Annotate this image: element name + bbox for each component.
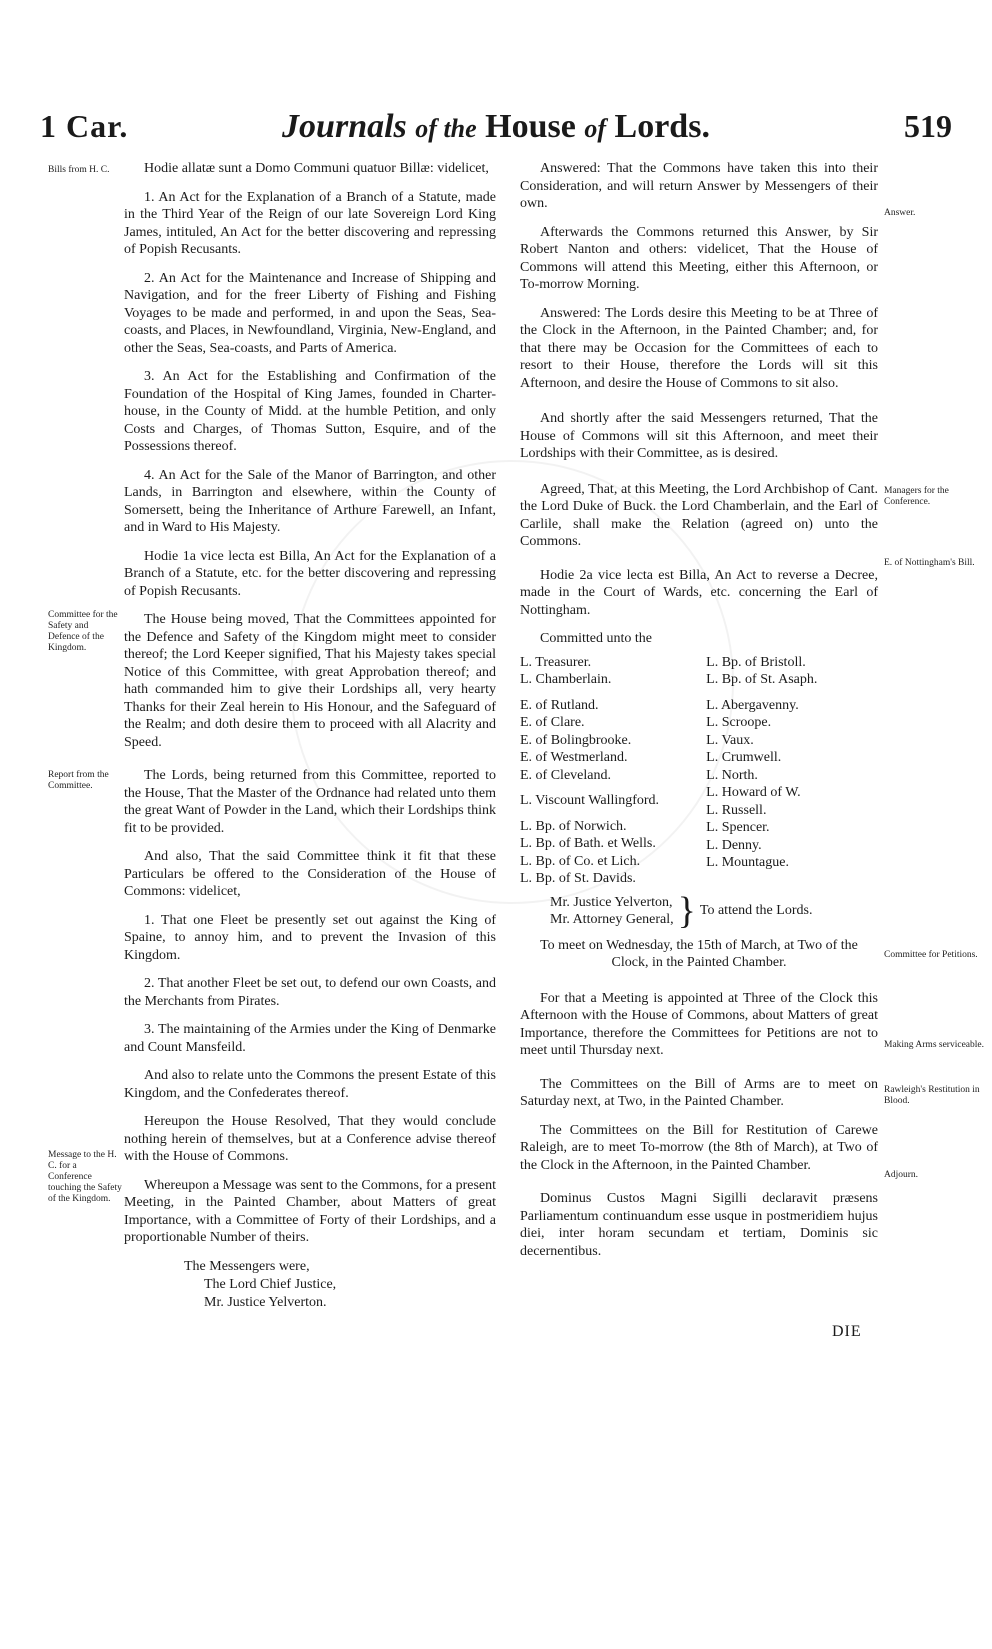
paragraph: The Committees on the Bill of Arms are to meet on Saturday next, at Two, in the Painted Chamber.: [520, 1076, 878, 1109]
list-item: L. Treasurer.: [520, 654, 592, 670]
paragraph: For that a Meeting is appointed at Three of the Clock this Afternoon with the House of Commons, about Matters of great Importance, therefore the Committees for Petitions are not to meet until Thursday next.: [520, 990, 878, 1058]
paragraph: The House being moved, That the Committees appointed for the Defence and Safety of the Kingdom might meet to consider thereof; the Lord Keeper signified, That his Majesty takes special Notice of this Committee, with great Approbation thereof; and hath commanded him to give their Lordships all, very hearty Thanks for their Zeal herein to His Honour, and the Safeguard of the Realm; and doth desire them to proceed with all Alacrity and Speed.: [124, 612, 496, 750]
list-item: L. Howard of W.: [706, 785, 801, 800]
messengers: [184, 1258, 496, 1312]
paragraph: Dominus Custos Magni Sigilli declaravit præsens Parliamentum continuandum esse usque in postmeridiem hujus diei, inter horam secundam et tertiam, Dominis sic decernentibus.: [520, 1191, 878, 1259]
paragraph: Answered: That the Commons have taken this into their Consideration, and will return Answer by Messengers of their own.: [520, 161, 878, 211]
margin-note-managers: Managers for the Conference.: [884, 486, 949, 507]
list-item: L. Mountague.: [706, 855, 789, 870]
paragraph: 3. An Act for the Establishing and Confirmation of the Foundation of the Hospital of King James, founded in Charter-house, in the County of Midd. at the humble Petition, and only Costs and Charges, of Thomas Sutton, Esquire, and of the Possessions thereof.: [124, 369, 496, 454]
paragraph: 2. An Act for the Maintenance and Increase of Shipping and Navigation, and for the freer Liberty of Fishing and Fishing Voyages to be made and performed, in and upon the Seas, Sea-coasts, and Places, in Newfoundland, Virginia, New-England, and other the Seas, Sea-coasts, and Parts of America.: [124, 270, 496, 356]
paragraph: The Lords, being returned from this Committee, reported to the House, That the Master of the Ordnance had related unto them the great Want of Powder in the Land, which their Lordships think fit to be provided.: [124, 768, 496, 836]
list-item: L. Spencer.: [706, 820, 770, 835]
paragraph: 3. The maintaining of the Armies under the King of Denmarke and Count Mansfeild.: [124, 1022, 496, 1055]
list-item: E. of Bolingbrooke.: [520, 732, 632, 748]
list-gap: [520, 784, 692, 792]
paragraph: Hodie allatæ sunt a Domo Communi quatuor Billæ: videlicet,: [144, 161, 489, 176]
list-item: L. Chamberlain.: [520, 672, 612, 687]
attend-name: Mr. Attorney General,: [550, 912, 674, 927]
paragraph: Afterwards the Commons returned this Answer, by Sir Robert Nanton and others: videlicet, That the House of Commons will attend this Meeting, either this Afternoon, or To-morrow Morning.: [520, 224, 878, 292]
title-journals: Journals: [282, 108, 407, 145]
list-item: L. Bp. of Bath. et Wells.: [520, 836, 656, 851]
list-item: E. of Rutland.: [520, 697, 599, 713]
margin-note-message: Message to the H. C. for a Conference touching the Safety of the Kingdom.: [48, 1150, 122, 1204]
margin-note-answer: Answer.: [884, 208, 916, 218]
paragraph: 1. An Act for the Explanation of a Branch of a Statute, made in the Third Year of the Reign of our late Sovereign Lord King James, intituled, An Act for the better discovering and repressing of Popish Recusants.: [124, 189, 496, 257]
page-number: 519: [904, 108, 952, 144]
right-column: [520, 160, 878, 1271]
meeting-notice: To meet on Wednesday, the 15th of March, at Two of the Clock, in the Painted Chamber.: [540, 937, 858, 970]
paragraph: And shortly after the said Messengers returned, That the House of Commons will sit this Afternoon, and meet their Lordships with their Committee, as is desired.: [520, 411, 878, 461]
list-item: L. Russell.: [706, 802, 767, 818]
list-item: L. Bp. of Norwich.: [520, 818, 627, 834]
page-title: [0, 108, 992, 146]
paragraph: Hodie 1a vice lecta est Billa, An Act for the Explanation of a Branch of a Statute, etc. for the better discovering and repressing of Popish Recusants.: [124, 548, 496, 599]
margin-note-adjourn: Adjourn.: [884, 1170, 919, 1180]
messenger: The Lord Chief Justice,: [204, 1276, 337, 1292]
paragraph: And also, That the said Committee think it fit that these Particulars be offered to the Consideration of the House of Commons: videlicet,: [124, 849, 496, 899]
paragraph: Hodie 2a vice lecta est Billa, An Act to reverse a Decree, made in the Court of Wards, etc. concerning the Earl of Nottingham.: [520, 567, 878, 618]
list-item: E. of Westmerland.: [520, 750, 628, 765]
paragraph: Agreed, That, at this Meeting, the Lord Archbishop of Cant. the Lord Duke of Buck. the Lord Chamberlain, and the Earl of Carlile, shall make the Relation (agreed on) unto the Commons.: [520, 481, 878, 549]
list-item: L. Bp. of St. Davids.: [520, 871, 636, 886]
header-reign: 1 Car.: [40, 108, 129, 144]
paragraph: And also to relate unto the Commons the present Estate of this Kingdom, and the Confederates thereof.: [124, 1068, 496, 1101]
list-item: L. Bp. of Co. et Lich.: [520, 853, 641, 869]
catchword: DIE: [832, 1323, 862, 1340]
list-item: L. Viscount Wallingford.: [520, 793, 660, 808]
attend-name: Mr. Justice Yelverton,: [550, 894, 673, 910]
margin-note-bills: Bills from H. C.: [48, 165, 110, 175]
brace: }: [677, 890, 696, 932]
messenger: Mr. Justice Yelverton.: [204, 1294, 327, 1310]
paragraph: Hereupon the House Resolved, That they would conclude nothing herein of themselves, but at a Conference advise thereof with the House of Commons.: [124, 1114, 496, 1164]
list-item: L. Denny.: [706, 837, 762, 853]
list-item: L. Bp. of Bristoll.: [706, 654, 806, 670]
committed-heading: Committed unto the: [540, 631, 652, 646]
title-house: House: [485, 108, 576, 145]
list-item: L. Crumwell.: [706, 750, 782, 765]
margin-note-arms: Making Arms serviceable.: [884, 1040, 984, 1050]
title-of-the: of the: [415, 114, 477, 143]
list-item: L. Abergavenny.: [706, 697, 799, 713]
paragraph: 2. That another Fleet be set out, to defend our own Coasts, and the Merchants from Pirates.: [124, 976, 496, 1009]
list-item: L. Scroope.: [706, 715, 772, 730]
list-item: L. North.: [706, 767, 758, 783]
attend-names: [550, 894, 674, 929]
list-item: L. Vaux.: [706, 732, 754, 748]
messengers-intro: The Messengers were,: [184, 1258, 310, 1274]
paragraph: Whereupon a Message was sent to the Commons, for a present Meeting, in the Painted Chamber, about Matters of great Importance, with a Committee of Forty of their Lordships, and a proportionable Number of theirs.: [124, 1177, 496, 1245]
committee-lists: [520, 654, 878, 888]
margin-note-committee-safety: Committee for the Safety and Defence of the Kingdom.: [48, 610, 118, 653]
list-gap: [520, 689, 692, 697]
title-of: of: [584, 114, 607, 143]
list-item: E. of Clare.: [520, 715, 585, 730]
margin-note-report: Report from the Committee.: [48, 770, 109, 791]
list-item: L. Bp. of St. Asaph.: [706, 672, 818, 687]
paragraph: Answered: The Lords desire this Meeting to be at Three of the Clock in the Afternoon, in the Painted Chamber; and, for that there may be Occasion for the Committees of each to resort to their House, therefore the Lords will sit this Afternoon, and desire the House of Commons to sit also.: [520, 305, 878, 391]
margin-note-rawleigh: Rawleigh's Restitution in Blood.: [884, 1085, 980, 1106]
paragraph: The Committees on the Bill for Restitution of Carewe Raleigh, are to meet To-morrow (the 8th of March), at Two of the Clock in the Afternoon, in the Painted Chamber.: [520, 1122, 878, 1173]
list-gap: [706, 689, 878, 697]
paragraph: 4. An Act for the Sale of the Manor of Barrington, and other Lands, in Barrington and elsewhere, within the County of Somersett, being the Inheritance of Arthure Farewell, an Infant, and in Ward to His Majesty.: [124, 467, 496, 535]
attend-text: To attend the Lords.: [699, 903, 813, 919]
list-gap: [520, 810, 692, 818]
paragraph: 1. That one Fleet be presently set out against the King of Spaine, to annoy him, and to prevent the Invasion of this Kingdom.: [124, 912, 496, 963]
committee-list-a: [520, 654, 692, 888]
title-lords: Lords.: [614, 108, 710, 145]
committee-list-b: [706, 654, 878, 888]
attend-block: [550, 890, 878, 932]
margin-note-nottingham: E. of Nottingham's Bill.: [884, 558, 975, 568]
left-column: [124, 160, 496, 1312]
list-item: E. of Cleveland.: [520, 767, 611, 783]
margin-note-petitions: Committee for Petitions.: [884, 950, 978, 960]
